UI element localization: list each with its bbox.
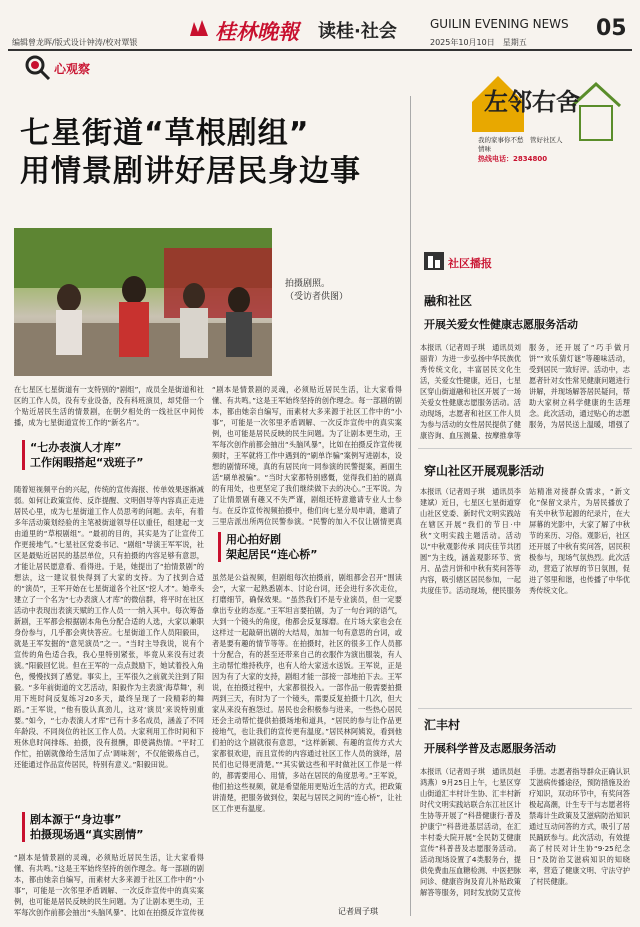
section-2-body-start: “剧本是情景剧的灵魂，必须贴近居民生活，让大家看得懂、有共鸣。”这是王军始终坚持的创作理念。每一部剧的剧本，都由她亲自编写，而素材大多来源于社区工作中的“小事”，可能是一次邻里矛盾调解、一次反诈宣传中的真实案例，也可能是居民反映的民生问题。为了让剧本更生动，王军每次创作前都会抽出“头脑风暴”，比如在拍摄反诈宣传视 [14, 853, 204, 916]
subhead-3 [218, 532, 398, 562]
paper-english-name: GUILIN EVENING NEWS [430, 17, 569, 31]
subhead-2-title: 拍摄现场遇“真实剧情” [30, 828, 144, 841]
sidebar-divider-1 [418, 448, 632, 449]
paper-name: 桂林晚報 [215, 19, 299, 44]
subhead-2-kicker: 剧本源于“身边事” [30, 813, 122, 826]
paper-logo-icon [188, 18, 210, 38]
sidebar-logo-slogan: 我的家事你不愁 管好社区人情味 [478, 136, 563, 153]
column-name: 心观察 [54, 62, 91, 76]
section-name: 读桂·社会 [318, 21, 397, 42]
subhead-1 [22, 440, 202, 470]
lead-paragraph: 在七星区七星街道有一支特别的“剧组”，成员全是街道和社区的工作人员，没有专业设备，没有科班演员，却凭借一个个贴近居民生活的情景剧，在朝夕相处的一线社区中间传播，成为七星街道宣传工作的“新名片”。 [14, 385, 204, 427]
news-item-2-body: 本报讯（记者周子琪 通讯员李建斌）近日，七星区七星街道穿山社区党委、新时代文明实践站在辖区开展“我们的节日·中秋”文明实践主题活动。活动以“中秋观影传承 同庆佳节共团圆”为主线，涵盖观影环节、赏月、品尝月饼和中秋有奖问答等内容，吸引辖区居民参加，一起共度佳节。活动现场，便民服务站精准对接群众需求，“新文化”保留文录片，为居民播放了有关中秋节起源的纪录片，在大屏幕的光影中，大家了解了中秋节的来历、习俗。观影后，社区还开展了中秋有奖问答，居民积极参与，现场气氛热烈。此次活动，营造了浓厚的节日氛围，促进了邻里和谐，也传播了中华优秀传统文化。 [420, 487, 630, 595]
community-tag-icon [424, 252, 444, 270]
subhead-1-kicker: “七办表演人才库” [30, 441, 122, 454]
scene-photo [14, 228, 272, 376]
news-item-1-title: 开展关爱女性健康志愿服务活动 [424, 318, 578, 331]
reporter-byline: 记者周子琪 [338, 907, 378, 916]
subhead-3-title: 架起居民“连心桥” [226, 548, 318, 561]
column-divider [410, 96, 411, 916]
subhead-2 [22, 812, 202, 842]
news-item-1-place: 融和社区 [424, 294, 473, 308]
photo-caption-text: 拍摄剧照。 [285, 279, 331, 289]
page-number: 05 [596, 16, 627, 41]
news-item-1-body: 本报讯（记者周子琪 通讯员刘丽青）为进一步弘扬中华民族优秀传统文化，丰富居民文化生活，关爱女性健康，近日，七星区穿山街道融和社区开展了一场关爱女性健康志愿服务活动。活动现场，志愿者和社区工作人员为参与活动的女性居民提供了健康咨询、血压测量、按摩推拿等服务，还开展了“巧手做月饼”“欢乐猜灯谜”等趣味活动，受到居民一致好评。活动中，志愿者针对女性常见健康问题进行讲解，并现场解答居民疑问，帮助大家树立科学健康的生活理念。此次活动，通过贴心的志愿服务，为居民送上温暖，增强了 [420, 343, 630, 440]
sidebar-logo-text: 左邻右舍 [484, 87, 580, 116]
subhead-1-title: 工作闲暇搭起“戏班子” [30, 456, 144, 469]
issue-date: 2025年10月10日 星期五 [430, 38, 527, 47]
headline-line-2: 用情景剧讲好居民身边事 [20, 154, 361, 189]
subhead-3-kicker: 用心拍好剧 [226, 533, 281, 546]
headline-line-1: 七星街道“草根剧组” [20, 116, 310, 151]
news-item-3-body: 本报讯（记者周子琪 通讯员赵鸿燕）9月25日上午，七星区穿山街道汇丰村计生协、汇丰村新时代文明实践站联合东江社区计生协等开展了“科普健康行·普及护康宁”科普进基层活动，在汇丰村委大院开展“全民防艾健康宣传”科普普及志愿服务活动。活动现场设置了4类服务台，提供免费血压血糖检测、中医把脉问诊、健康咨询及育儿补贴政策解答等服务，同时发放防艾宣传手册。志愿者指导群众正确认识艾滋病传播途径，预防措施及治疗知识，双动环节中，有奖问答极起高潮，计生专干与志愿者将禁毒计生政策及艾滋病防治知识通过互动问答的方式，吸引了居民踊跃参与。此次活动，有效提高了村民对计生协“9·25纪念日”及防治艾滋病知识的知晓率，营造了健康文明、守法守护了村民健康。 [420, 767, 630, 897]
magnifier-icon [24, 54, 52, 80]
sidebar-logo [468, 62, 628, 170]
photo-credit: （受访者供图） [285, 292, 349, 302]
section-1-body: 随着短视频平台的兴起，传统的宣传海报、传单效果逐渐减弱。如何让政策宣传、反诈提醒、文明倡导等内容真正走进居民心里，成为七星街道工作人员思考的问题。去年，有着多年活动策划经验的主笔被街道领导任以重任，组建起一支由道里的“草根剧组”。“最初的目的，其实是为了让宣传工作更接地气。”七星社区党委书记、“剧组”导演王军军说，社区是最贴近居民的基层单位，只有拍摄的内容足够有意思，才能让居民愿意看、看得进。于是，她提出了“拍情景剧”的想法，这一建议很快得到了大家的支持。为了找到合适的“演员”，王军开始在七星街道各个社区“挖人才”。她牵头建立了一个名为“七办表演人才库”的微信群，将平时在社区活动中表现出表演天赋的工作人员一一纳入其中。每次筹备新剧，王军都会根据剧本角色分配合适的人选，大家以兼职身份参与，几乎都会爽快答应。七星街道工作人员阳毅田，就是王军发掘的“意见演员”之一。“当时主导我说，说有个宣传的角色适合我，我心里特别紧张，毕竟从来没有过表演。”阳毅回忆说。但在王军的一点点鼓励下，她试着投入角色，慢慢找到了感觉。事实上，王军很久之前就关注到了阳毅。“多年前街道的文艺活动，阳毅作为主表演‘海草舞’，利用下班时间反复练习20多天，最终呈现了一段精彩的舞蹈。”王军说，“他有股认真劲儿，这对‘演员’来说特别重要。”如今，“七办表演人才库”已有十多名成员，涵盖了不同年龄段、不同岗位的社区工作人员。大家利用工作时间和下班休息时间排练、拍摄，没有报酬，即使满热情。“平时工作忙，拍剧就像给生活加了点‘调味剂’，不仅能锻炼自己，还能通过作品宣传居民，特别有意义。”阳毅田说。 [14, 485, 204, 769]
photo-caption [285, 278, 348, 304]
news-item-3-place: 汇丰村 [424, 718, 461, 732]
masthead-ornament [188, 18, 210, 38]
community-news-tag: 社区播报 [448, 257, 492, 270]
news-item-3-title: 开展科学普及志愿服务活动 [424, 742, 556, 755]
photo-illustration [14, 228, 272, 376]
section-3-body: 虽然是公益视频，但剧组每次拍摄前，剧组都会召开“围读会”，大家一起熟悉剧本、讨论台词，还会进行多次走位，打磨细节，确保效果。“虽然我们不是专业演员，但一定要拿出专业的态度。”王军坦言要拍剧，为了一句台词的语气，大到一个镜头的角度，他都会反复琢磨。在片场大家也会在这样过一起敲研出剧的大结局，加加一句有意思的台词，或者是要有趣的情节等等。在拍摄时，社区的很多工作人员都十分配合，有的甚至还带来自己的衣服作为演出服装，有人主动帮忙维持秩序，也有人给大家送水送饭。王军说，正是因为有了大家的支持，剧组才能一部接一部地拍下去。王军说，在拍摄过程中，大家都很投入。一部作品一般需要拍摄两到三天，有时为了一个镜头，需要反复拍摄十几次，但大家从来没有抱怨过。居民也会积极参与进来，一些热心居民还会主动帮忙提供拍摄场地和道具，“居民的参与让作品更接地气，也让我们的宣传更有温度。”居民林阿姨说，看到他们拍的这个剧就很有意思，“这样新颖、有趣的宣传方式大家都很欢迎，而且宣传的内容通过社区工作人员的演绎，居民们也记得更清楚。”“其实做这些和平时做社区工作是一样的，都需要用心、用情，多站在居民的角度思考。”王军说，他们拍这些视频，就是希望能用更贴近生活的方式，把政策讲清楚，把服务做到位，架起与居民之间的“连心桥”，让社区工作更有温度。 [212, 573, 402, 813]
section-2-body-cont: “剧本是情景剧的灵魂，必须贴近居民生活，让大家看得懂、有共鸣。”这是王军始终坚持的创作理念。每一部剧的剧本，都由她亲自编写，而素材大多来源于社区工作中的“小事”，可能是一次邻里矛盾调解、一次反诈宣传中的真实案例，也可能是居民反映的民生问题。为了让剧本更生动，王军每次创作前都会抽出“头脑风暴”，比如在拍摄反诈宣传视频时，王军就将工作中遇到的“刷单诈骗”案例写进剧本，设想的剧情环境，真的有居民向一同参演的民警提案，画面生活“刷单被骗”。“当时大家都特别感慨，觉得我们拍的剧真的有用处，也更坚定了我们继续做下去的决心。”王军说。为了让情景剧有趣又不失严谨，剧组还特意邀请专业人士参与。在反诈宣传视频拍摄中，他们向七星分局申请，邀请了三里店派出所两位民警参演。“民警的加入不仅让剧情更真 [212, 385, 402, 526]
news-item-2-title: 穿山社区开展观影活动 [424, 464, 545, 478]
building-icon [424, 252, 444, 270]
sidebar-divider-2 [418, 708, 632, 709]
column-logo [24, 56, 114, 80]
masthead-rule [8, 49, 632, 51]
editor-credits: 编辑曾龙晖/版式设计钟涛/校对覃银 [12, 38, 138, 47]
sidebar-hotline: 热线电话：2834800 [478, 155, 548, 163]
